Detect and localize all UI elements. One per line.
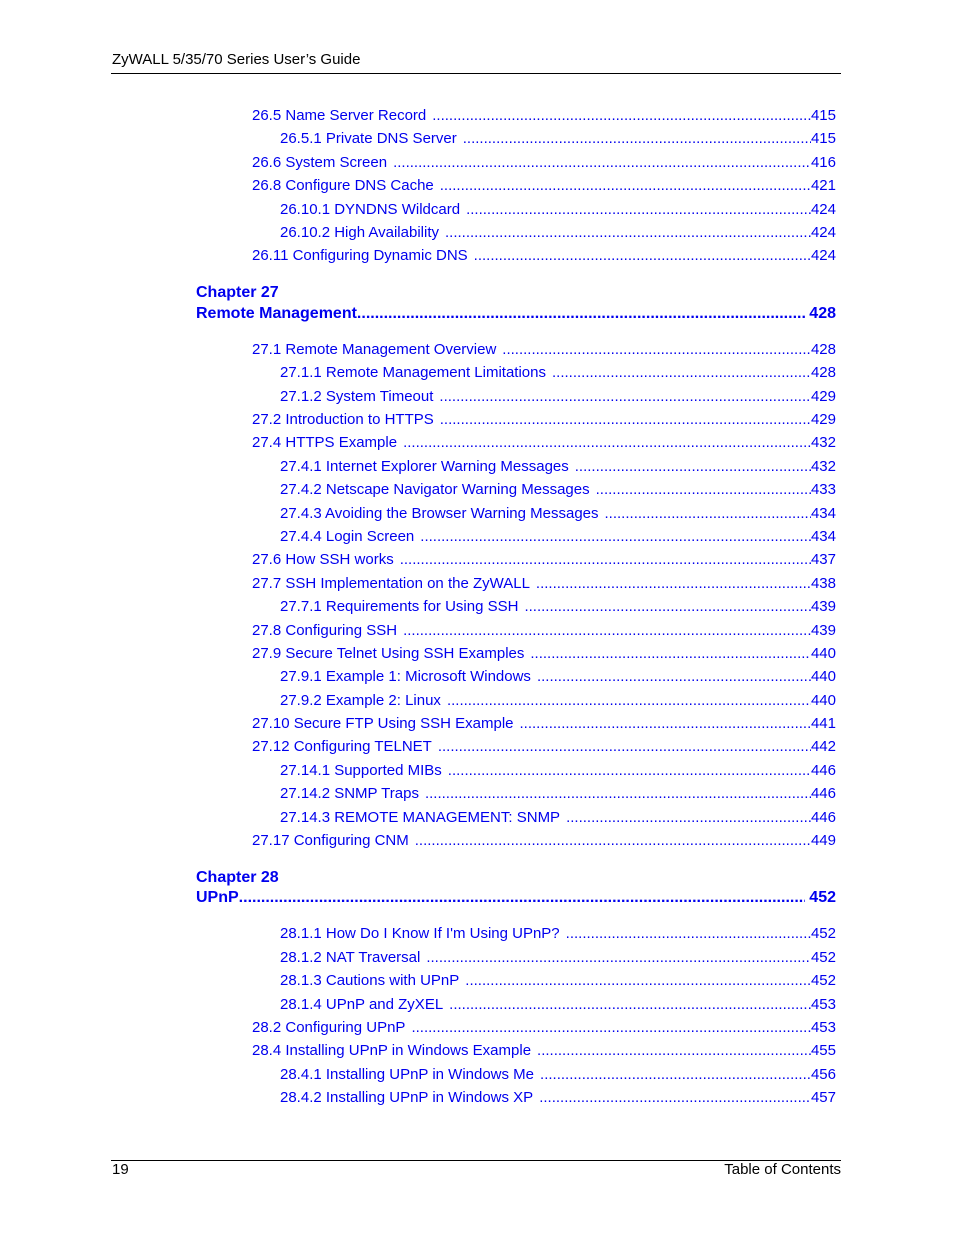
toc-entry[interactable]: 28.4.2 Installing UPnP in Windows XP ..... 457 (280, 1088, 836, 1108)
dot-leader (605, 504, 811, 524)
dot-leader (449, 995, 811, 1015)
dot-leader (537, 1041, 811, 1061)
dot-leader (465, 971, 811, 991)
toc-entry[interactable]: 27.7 SSH Implementation on the ZyWALL ..... 438 (252, 574, 836, 594)
dot-leader (393, 153, 811, 173)
dot-leader (524, 597, 811, 617)
dot-leader (440, 176, 811, 196)
dot-leader (520, 714, 811, 734)
dot-leader (403, 621, 811, 641)
toc-entry[interactable]: 27.4.4 Login Screen ..... 434 (280, 527, 836, 547)
toc-entry[interactable]: 27.14.1 Supported MIBs ..... 446 (280, 761, 836, 781)
dot-leader (448, 761, 811, 781)
dot-leader (445, 223, 811, 243)
toc-entry[interactable]: 27.17 Configuring CNM ..... 449 (252, 831, 836, 851)
toc-entry[interactable]: 26.5.1 Private DNS Server ..... 415 (280, 129, 836, 149)
toc-entry[interactable]: 28.1.2 NAT Traversal ..... 452 (280, 948, 836, 968)
dot-leader (439, 387, 811, 407)
dot-leader (425, 784, 811, 804)
toc-entry[interactable]: 27.9.2 Example 2: Linux ..... 440 (280, 691, 836, 711)
dot-leader (438, 737, 811, 757)
toc-entry[interactable]: 27.4.1 Internet Explorer Warning Messages ..... 432 (280, 457, 836, 477)
toc-entry[interactable]: 27.8 Configuring SSH ..... 439 (252, 621, 836, 641)
toc-entry[interactable]: 27.9 Secure Telnet Using SSH Examples ..... 440 (252, 644, 836, 664)
toc-entry[interactable]: 26.5 Name Server Record ..... 415 (252, 106, 836, 126)
dot-leader (536, 574, 811, 594)
dot-leader (400, 550, 811, 570)
document-title: ZyWALL 5/35/70 Series User’s Guide (112, 51, 361, 68)
toc-entry[interactable]: 27.6 How SSH works ..... 437 (252, 550, 836, 570)
dot-leader (466, 200, 811, 220)
dot-leader (420, 527, 811, 547)
dot-leader (357, 303, 805, 325)
toc-entry[interactable]: 28.4 Installing UPnP in Windows Example ..... 455 (252, 1041, 836, 1061)
dot-leader (447, 691, 811, 711)
dot-leader (415, 831, 811, 851)
section-name: Table of Contents (724, 1161, 841, 1178)
dot-leader (566, 808, 811, 828)
toc-entry[interactable]: 26.10.2 High Availability ..... 424 (280, 223, 836, 243)
dot-leader (463, 129, 811, 149)
dot-leader (596, 480, 811, 500)
toc-entry[interactable]: 27.4 HTTPS Example ..... 432 (252, 433, 836, 453)
dot-leader (432, 106, 811, 126)
chapter-number[interactable]: Chapter 28 (196, 869, 279, 886)
toc-entry[interactable]: 26.6 System Screen ..... 416 (252, 153, 836, 173)
toc-entry[interactable]: 27.4.2 Netscape Navigator Warning Messages ..... 433 (280, 480, 836, 500)
page-number: 19 (112, 1161, 129, 1178)
chapter-entry[interactable]: Remote Management ..... 428 (196, 303, 836, 325)
toc-entry[interactable]: 27.14.3 REMOTE MANAGEMENT: SNMP ..... 446 (280, 808, 836, 828)
toc-entry[interactable]: 26.10.1 DYNDNS Wildcard ..... 424 (280, 200, 836, 220)
toc-entry[interactable]: 28.2 Configuring UPnP ..... 453 (252, 1018, 836, 1038)
toc-entry[interactable]: 28.1.3 Cautions with UPnP ..... 452 (280, 971, 836, 991)
dot-leader (530, 644, 811, 664)
dot-leader (411, 1018, 811, 1038)
dot-leader (575, 457, 811, 477)
dot-leader (540, 1065, 811, 1085)
toc-entry[interactable]: 28.1.4 UPnP and ZyXEL ..... 453 (280, 995, 836, 1015)
toc-entry[interactable]: 27.2 Introduction to HTTPS ..... 429 (252, 410, 836, 430)
toc-entry[interactable]: 27.9.1 Example 1: Microsoft Windows ..... 440 (280, 667, 836, 687)
toc-entry[interactable]: 27.12 Configuring TELNET ..... 442 (252, 737, 836, 757)
toc-entry[interactable]: 27.7.1 Requirements for Using SSH ..... 439 (280, 597, 836, 617)
dot-leader (474, 246, 811, 266)
toc-entry[interactable]: 26.11 Configuring Dynamic DNS ..... 424 (252, 246, 836, 266)
dot-leader (403, 433, 811, 453)
toc-entry[interactable]: 27.1.1 Remote Management Limitations ..... 428 (280, 363, 836, 383)
toc-entry[interactable]: 27.1.2 System Timeout ..... 429 (280, 387, 836, 407)
dot-leader (539, 1088, 811, 1108)
dot-leader (552, 363, 811, 383)
dot-leader (566, 924, 811, 944)
dot-leader (239, 887, 806, 909)
dot-leader (426, 948, 811, 968)
header-divider (111, 73, 841, 74)
toc-entry[interactable]: 27.10 Secure FTP Using SSH Example ..... 441 (252, 714, 836, 734)
toc-entry[interactable]: 27.4.3 Avoiding the Browser Warning Messages ..... 434 (280, 504, 836, 524)
toc-entry[interactable]: 28.1.1 How Do I Know If I'm Using UPnP? ..... 452 (280, 924, 836, 944)
toc-entry[interactable]: 27.14.2 SNMP Traps ..... 446 (280, 784, 836, 804)
dot-leader (440, 410, 811, 430)
dot-leader (537, 667, 811, 687)
chapter-number[interactable]: Chapter 27 (196, 284, 279, 301)
chapter-entry[interactable]: UPnP ..... 452 (196, 887, 836, 909)
toc-entry[interactable]: 27.1 Remote Management Overview ..... 428 (252, 340, 836, 360)
toc-entry[interactable]: 26.8 Configure DNS Cache ..... 421 (252, 176, 836, 196)
dot-leader (502, 340, 811, 360)
toc-entry[interactable]: 28.4.1 Installing UPnP in Windows Me ..... 456 (280, 1065, 836, 1085)
